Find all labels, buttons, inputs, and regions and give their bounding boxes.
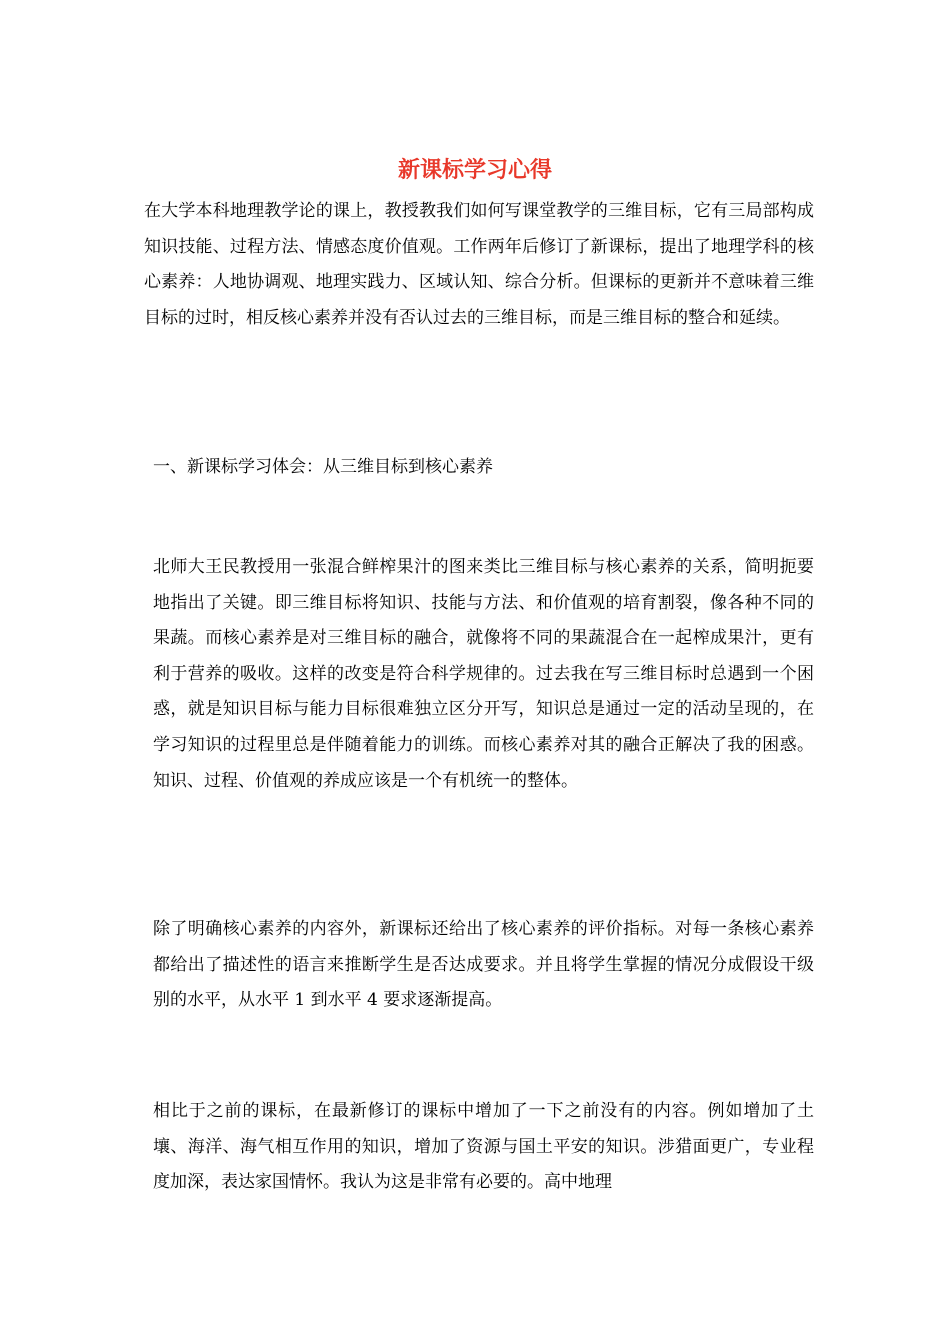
paragraph-evaluation: 除了明确核心素养的内容外，新课标还给出了核心素养的评价指标。对每一条核心素养都给出了描述性的语言来推断学生是否达成要求。并且将学生掌握的情况分成假设干级别的水平，从水平 1 到水平 4 要求逐渐提高。	[153, 919, 814, 1011]
section-heading: 一、新课标学习体会：从三维目标到核心素养	[153, 457, 493, 477]
document-title: 新课标学习心得	[397, 157, 552, 183]
paragraph-new-content: 相比于之前的课标，在最新修订的课标中增加了一下之前没有的内容。例如增加了土壤、海洋、海气相互作用的知识，增加了资源与国土平安的知识。涉猎面更广，专业程度加深，表达家国情怀。我认为这是非常有必要的。高中地理	[153, 1101, 814, 1193]
paragraph-intro: 在大学本科地理教学论的课上，教授教我们如何写课堂教学的三维目标，它有三局部构成知识技能、过程方法、情感态度价值观。工作两年后修订了新课标，提出了地理学科的核心素养：人地协调观、地理实践力、区域认知、综合分析。但课标的更新并不意味着三维目标的过时，相反核心素养并没有否认过去的三维目标，而是三维目标的整合和延续。	[144, 201, 814, 328]
paragraph-core-literacy: 北师大王民教授用一张混合鲜榨果汁的图来类比三维目标与核心素养的关系，简明扼要地指出了关键。即三维目标将知识、技能与方法、和价值观的培育割裂，像各种不同的果蔬。而核心素养是对三维目标的融合，就像将不同的果蔬混合在一起榨成果汁，更有利于营养的吸收。这样的改变是符合科学规律的。过去我在写三维目标时总遇到一个困惑，就是知识目标与能力目标很难独立区分开写，知识总是通过一定的活动呈现的，在学习知识的过程里总是伴随着能力的训练。而核心素养对其的融合正解决了我的困惑。知识、过程、价值观的养成应该是一个有机统一的整体。	[153, 557, 814, 791]
